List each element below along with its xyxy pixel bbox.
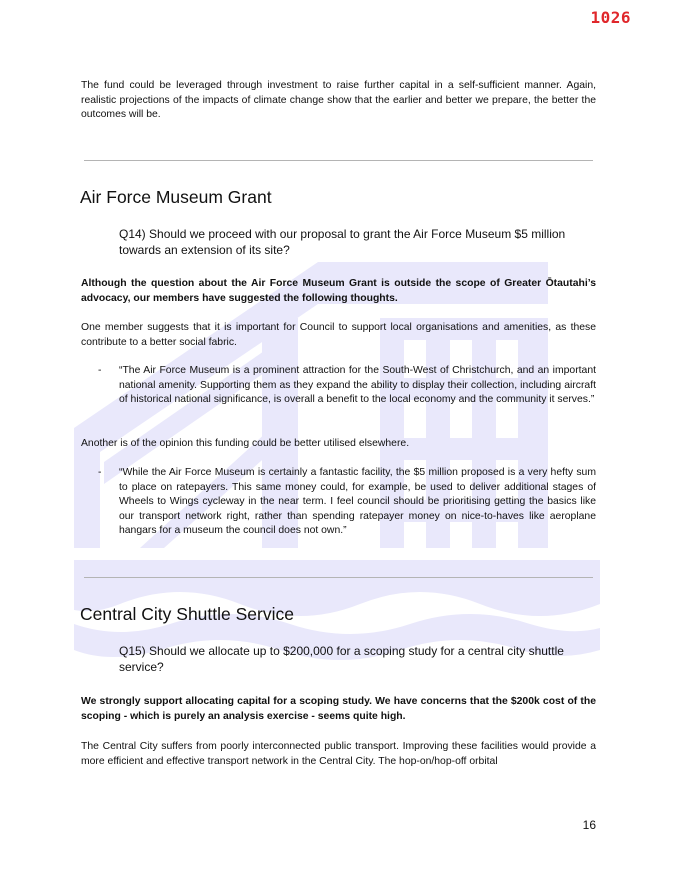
shuttle-summary: We strongly support allocating capital for a scoping study. We have concerns that the $200k cost of the scoping - which is purely an analysis exercise - seems quite high.: [81, 696, 596, 722]
section-divider: [84, 577, 593, 578]
intro-paragraph: The fund could be leveraged through investment to raise further capital in a self-sufficient manner. Again, realistic projections of the impacts of climate change show that the earlier and better we prepare, the better the outcomes will be.: [81, 80, 596, 121]
quote-bullet-2: [81, 466, 596, 540]
question-q15: Q15) Should we allocate up to $200,000 for a scoping study for a central city shuttle service?: [119, 644, 564, 674]
section-heading-air-force-museum: Air Force Museum Grant: [80, 187, 272, 207]
member-quote-1: “The Air Force Museum is a prominent attraction for the South-West of Christchurch, and an important national amenity. Supporting them as they expand the ability to display their collection, including aircraft of historical national significance, is overall a benefit to the local economy and the community it serves.”: [119, 365, 596, 406]
shuttle-paragraph: The Central City suffers from poorly interconnected public transport. Improving these facilities would provide a more efficient and effective transport network in the Central City. The hop-on/hop-off orbital: [81, 741, 596, 767]
section-heading-shuttle-service: Central City Shuttle Service: [80, 604, 294, 624]
member-quote-2: “While the Air Force Museum is certainly a fantastic facility, the $5 million proposed is a very hefty sum to place on ratepayers. This same money could, for example, be used to deliver additional stages of Wheels to Wings cycleway in the near term. I feel council should be prioritising getting the basics like our transport network right, rather than spending ratepayer money on nice-to-haves like aeroplane hangars for a museum the council does not own.”: [119, 467, 596, 537]
member-support-paragraph: One member suggests that it is important for Council to support local organisations and amenities, as these contribute to a better social fabric.: [81, 322, 596, 348]
page-number: 16: [582, 818, 596, 832]
member-opinion-paragraph: Another is of the opinion this funding could be better utilised elsewhere.: [81, 438, 410, 449]
bullet-marker: -: [98, 365, 102, 376]
air-force-summary: Although the question about the Air Force Museum Grant is outside the scope of Greater Ōtautahi’s advocacy, our members have suggested the following thoughts.: [81, 278, 596, 304]
question-q14: Q14) Should we proceed with our proposal to grant the Air Force Museum $5 million towards an extension of its site?: [119, 227, 566, 257]
section-divider: [84, 160, 593, 161]
quote-bullet-1: [81, 364, 596, 424]
document-number-stamp: 1026: [590, 8, 631, 27]
bullet-marker: -: [98, 467, 102, 478]
